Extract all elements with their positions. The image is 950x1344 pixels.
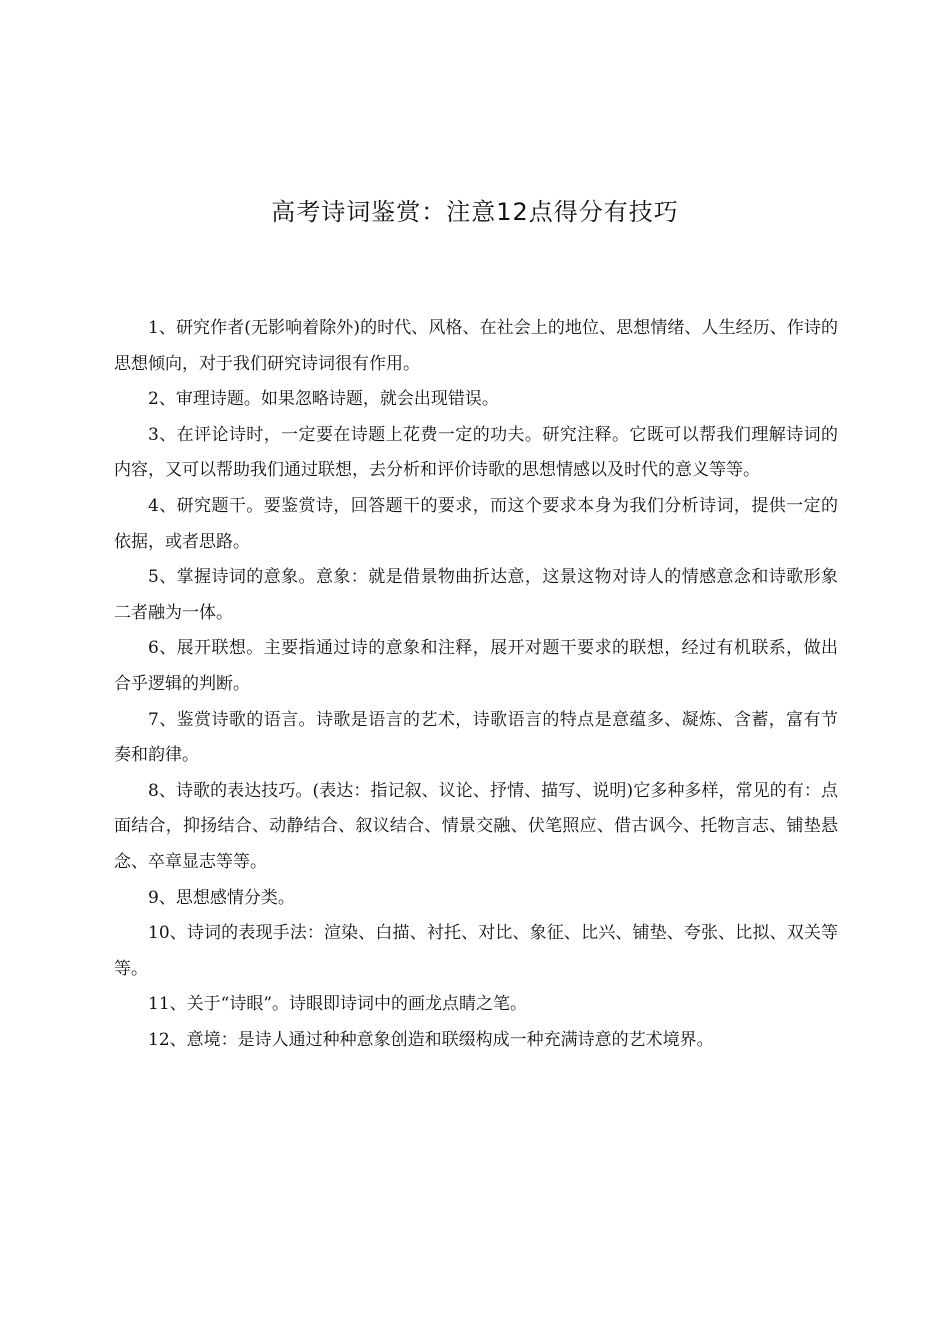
paragraph-9: 9、思想感情分类。 [148, 887, 295, 908]
paragraph-7: 7、鉴赏诗歌的语言。诗歌是语言的艺术，诗歌语言的特点是意蕴多、凝炼、含蓄，富有节奏和韵律。 [114, 709, 838, 766]
paragraph-6: 6、展开联想。主要指通过诗的意象和注释，展开对题干要求的联想，经过有机联系，做出合乎逻辑的判断。 [114, 638, 838, 694]
paragraph-2: 2、审理诗题。如果忽略诗题，就会出现错误。 [148, 389, 499, 410]
paragraph-4: 4、研究题干。要鉴赏诗，回答题干的要求，而这个要求本身为我们分析诗词，提供一定的依据，或者思路。 [114, 495, 838, 552]
paragraph-10: 10、诗词的表现手法：渲染、白描、衬托、对比、象征、比兴、铺垫、夸张、比拟、双关等等。 [114, 923, 838, 979]
paragraph-11: 11、关于“诗眼”。诗眼即诗词中的画龙点睛之笔。 [148, 994, 528, 1015]
paragraph-12: 12、意境：是诗人通过种种意象创造和联缀构成一种充满诗意的艺术境界。 [148, 1029, 714, 1050]
document-title: 高考诗词鉴赏：注意12点得分有技巧 [271, 198, 679, 226]
paragraph-5: 5、掌握诗词的意象。意象：就是借景物曲折达意，这景这物对诗人的情感意念和诗歌形象二者融为一体。 [114, 567, 838, 623]
paragraph-1: 1、研究作者(无影响着除外)的时代、风格、在社会上的地位、思想情绪、人生经历、作诗的思想倾向，对于我们研究诗词很有作用。 [114, 318, 838, 374]
document-body [114, 311, 838, 1058]
paragraph-8: 8、诗歌的表达技巧。(表达：指记叙、议论、抒情、描写、说明)它多种多样，常见的有：点面结合，抑扬结合、动静结合、叙议结合、情景交融、伏笔照应、借古讽今、托物言志、铺垫悬念、卒章显志等等。 [114, 780, 838, 872]
paragraph-3: 3、在评论诗时，一定要在诗题上花费一定的功夫。研究注释。它既可以帮我们理解诗词的内容，又可以帮助我们通过联想，去分析和评价诗歌的思想情感以及时代的意义等等。 [114, 424, 838, 481]
